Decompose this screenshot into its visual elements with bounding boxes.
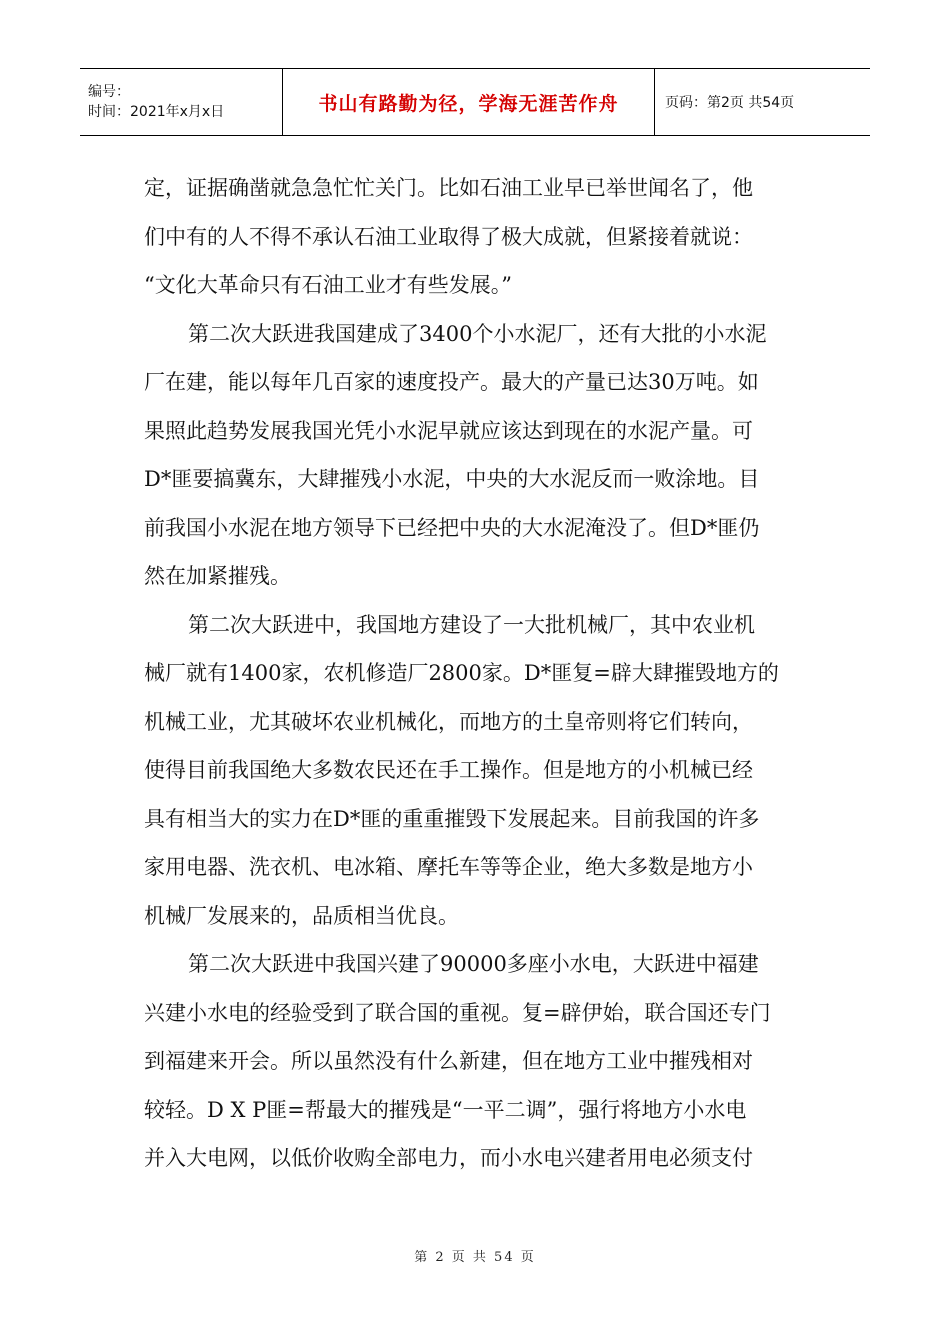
body-text-line: 机械厂发展来的，品质相当优良。 [144, 903, 459, 928]
header-meta [80, 69, 282, 135]
body-text-line: 第二次大跃进中，我国地方建设了一大批机械厂，其中农业机 [188, 612, 755, 637]
body-text-line: 到福建来开会。所以虽然没有什么新建，但在地方工业中摧残相对 [144, 1049, 753, 1073]
body-text-line: 机械工业，尤其破坏农业机械化，而地方的土皇帝则将它们转向， [144, 709, 753, 734]
header-page-cell [655, 69, 870, 135]
body-text-line: 们中有的人不得不承认石油工业取得了极大成就，但紧接着就说： [144, 224, 753, 249]
page-footer: 第 2 页 共 54 页 [414, 1250, 536, 1265]
body-text-line: 使得目前我国绝大多数农民还在手工操作。但是地方的小机械已经 [144, 758, 753, 782]
body-text-line: 果照此趋势发展我国光凭小水泥早就应该达到现在的水泥产量。可 [144, 418, 753, 443]
header-motto-cell [282, 69, 655, 135]
body-text-line: 前我国小水泥在地方领导下已经把中央的大水泥淹没了。但D*匪仍 [144, 515, 760, 540]
body-text-line: 械厂就有1400家，农机修造厂2800家。D*匪复=辟大肆摧毁地方的 [144, 661, 779, 685]
body-text-line: 第二次大跃进中我国兴建了90000多座小水电，大跃进中福建 [188, 952, 759, 976]
header-motto: 书山有路勤为径，学海无涯苦作舟 [318, 92, 619, 115]
body-text-line: D*匪要搞冀东，大肆摧残小水泥，中央的大水泥反而一败涂地。目 [144, 467, 760, 491]
body-text-line: 较轻。D X P匪=帮最大的摧残是“一平二调”，强行将地方小水电 [144, 1097, 747, 1122]
body-text-line: 家用电器、洗衣机、电冰箱、摩托车等等企业，绝大多数是地方小 [144, 855, 753, 879]
number-label: 编号： [88, 84, 130, 100]
body-text-line: 并入大电网，以低价收购全部电力，而小水电兴建者用电必须支付 [144, 1146, 753, 1170]
document-body [144, 164, 808, 1183]
body-text-line: 第二次大跃进我国建成了3400个小水泥厂，还有大批的小水泥 [188, 321, 767, 346]
document-header [80, 68, 870, 136]
body-text-line: 然在加紧摧残。 [144, 564, 291, 588]
body-text-line: 兴建小水电的经验受到了联合国的重视。复=辟伊始，联合国还专门 [144, 1000, 771, 1025]
header-page-info: 页码：第2页 共54页 [665, 95, 795, 111]
date-label: 时间：2021年x月x日 [88, 104, 225, 120]
body-text-line: 定，证据确凿就急急忙忙关门。比如石油工业早已举世闻名了，他 [144, 176, 753, 200]
body-text-line: “文化大革命只有石油工业才有些发展。” [144, 273, 512, 297]
body-text-line: 具有相当大的实力在D*匪的重重摧毁下发展起来。目前我国的许多 [144, 806, 760, 831]
body-text-line: 厂在建，能以每年几百家的速度投产。最大的产量已达30万吨。如 [144, 370, 759, 394]
